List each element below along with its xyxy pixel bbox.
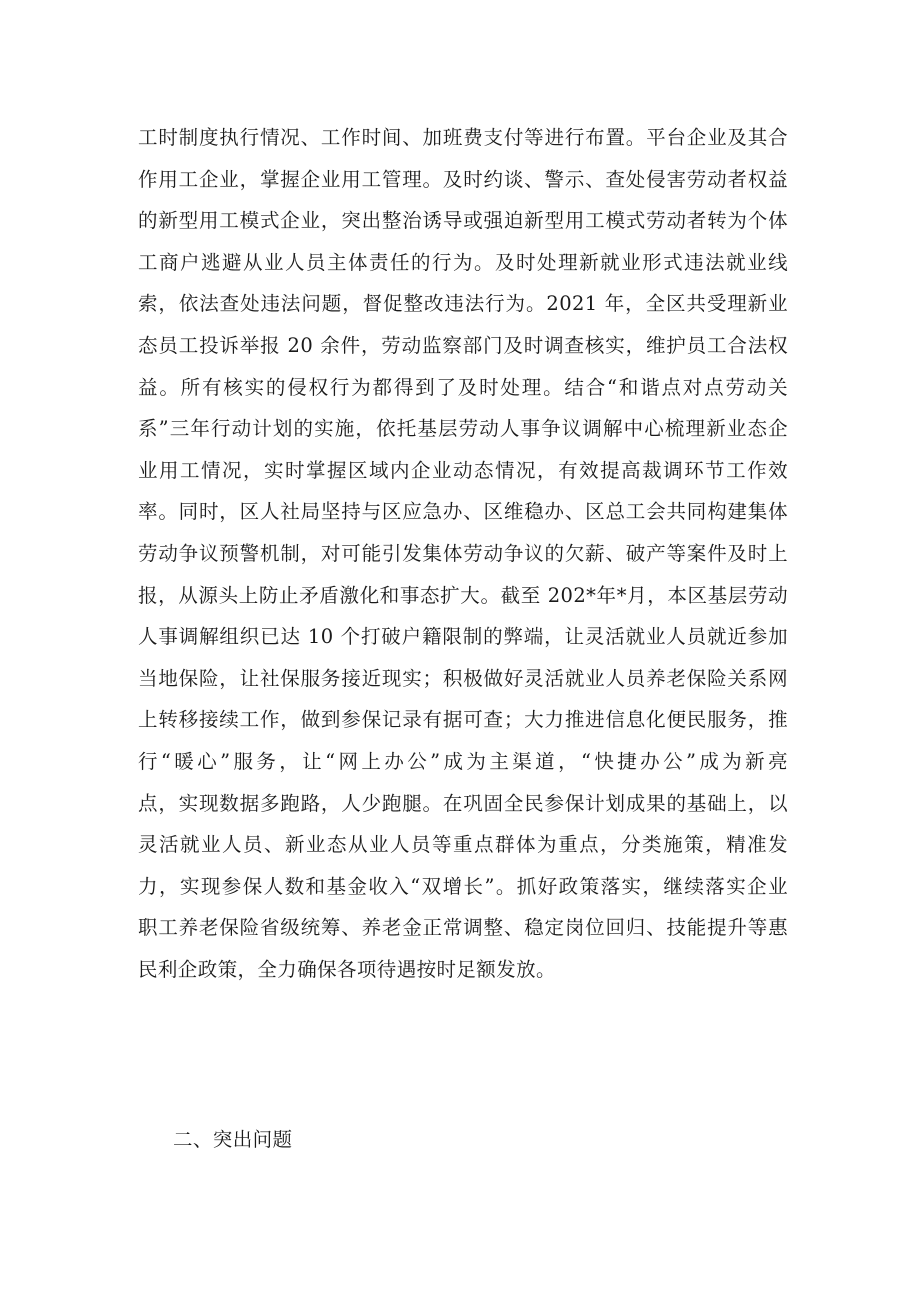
body-paragraph xyxy=(138,117,788,990)
paragraph-line: 的新型用工模式企业，突出整治诱导或强迫新型用工模式劳动者转为个体 xyxy=(138,209,788,233)
paragraph-line: 劳动争议预警机制，对可能引发集体劳动争议的欠薪、破产等案件及时上 xyxy=(138,541,788,565)
paragraph-line: 职工养老保险省级统筹、养老金正常调整、稳定岗位回归、技能提升等惠 xyxy=(138,916,788,940)
paragraph-line: 灵活就业人员、新业态从业人员等重点群体为重点，分类施策，精准发 xyxy=(138,833,788,857)
paragraph-line: 力，实现参保人数和基金收入“双增长”。抓好政策落实，继续落实企业 xyxy=(138,874,788,898)
paragraph-line: 益。所有核实的侵权行为都得到了及时处理。结合“和谐点对点劳动关 xyxy=(138,375,788,399)
paragraph-line: 率。同时，区人社局坚持与区应急办、区维稳办、区总工会共同构建集体 xyxy=(138,500,788,524)
paragraph-line: 报，从源头上防止矛盾激化和事态扩大。截至 202*年*月，本区基层劳动 xyxy=(138,583,788,607)
paragraph-line: 工商户逃避从业人员主体责任的行为。及时处理新就业形式违法就业线 xyxy=(138,250,788,274)
paragraph-line-last: 民利企政策，全力确保各项待遇按时足额发放。 xyxy=(138,957,556,981)
paragraph-line: 系”三年行动计划的实施，依托基层劳动人事争议调解中心梳理新业态企 xyxy=(138,417,788,441)
paragraph-line: 行“暖心”服务，让“网上办公”成为主渠道，“快捷办公”成为新亮 xyxy=(138,749,788,773)
paragraph-line: 点，实现数据多跑路，人少跑腿。在巩固全民参保计划成果的基础上，以 xyxy=(138,791,788,815)
paragraph-line: 索，依法查处违法问题，督促整改违法行为。2021 年，全区共受理新业 xyxy=(138,292,788,316)
paragraph-line: 业用工情况，实时掌握区域内企业动态情况，有效提高裁调环节工作效 xyxy=(138,458,788,482)
paragraph-line: 作用工企业，掌握企业用工管理。及时约谈、警示、查处侵害劳动者权益 xyxy=(138,167,788,191)
paragraph-line: 当地保险，让社保服务接近现实；积极做好灵活就业人员养老保险关系网 xyxy=(138,666,788,690)
paragraph-line: 工时制度执行情况、工作时间、加班费支付等进行布置。平台企业及其合 xyxy=(138,126,788,149)
paragraph-line: 上转移接续工作，做到参保记录有据可查；大力推进信息化便民服务，推 xyxy=(138,708,788,732)
paragraph-line: 态员工投诉举报 20 余件，劳动监察部门及时调查核实，维护员工合法权 xyxy=(138,333,788,357)
paragraph-line: 人事调解组织已达 10 个打破户籍限制的弊端，让灵活就业人员就近参加 xyxy=(138,625,788,649)
section-heading: 二、突出问题 xyxy=(173,1128,293,1151)
